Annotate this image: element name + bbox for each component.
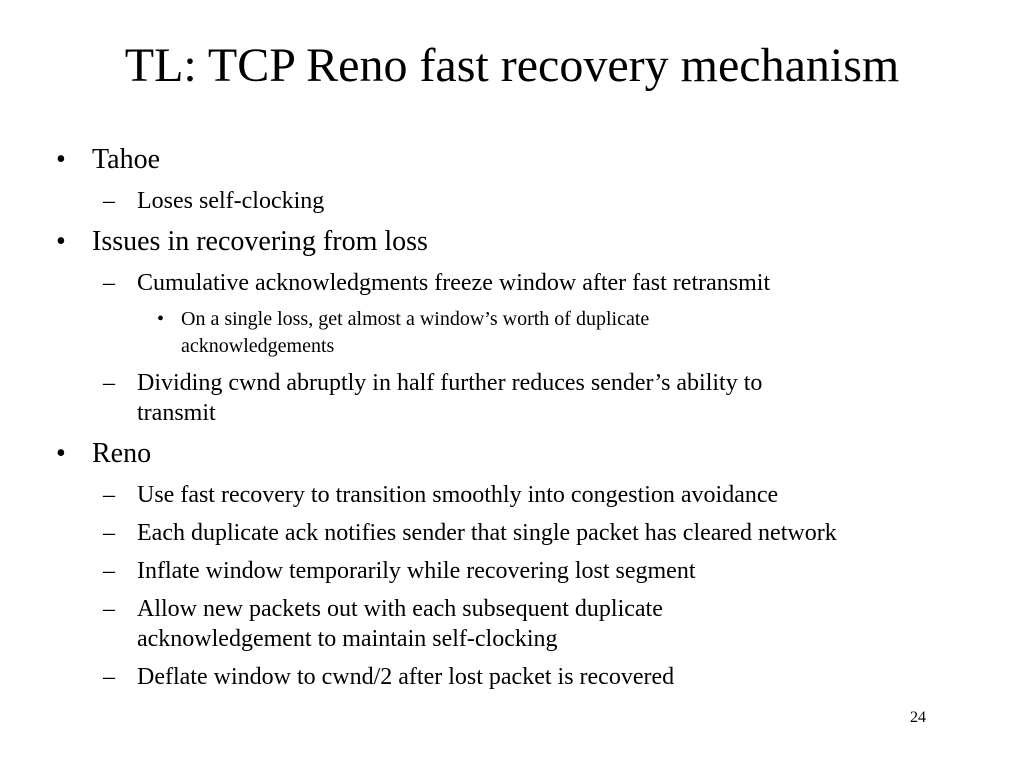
sub-sub-bullet-item xyxy=(157,306,650,332)
bullet-text: Issues in recovering from loss xyxy=(92,226,428,257)
sub-bullet-continuation xyxy=(137,398,216,428)
sub-bullet-text: Deflate window to cwnd/2 after lost packet is recovered xyxy=(137,664,675,690)
bullet-text: Reno xyxy=(92,438,152,469)
bullet-text: Tahoe xyxy=(92,144,161,175)
sub-bullet-text: acknowledgement to maintain self-clocking xyxy=(137,626,558,652)
sub-bullet-item xyxy=(103,368,763,398)
sub-bullet-item xyxy=(103,662,675,692)
bullet-item-tahoe xyxy=(56,144,161,176)
dash-marker: – xyxy=(103,188,115,214)
bullet-marker: • xyxy=(56,144,66,175)
sub-sub-bullet-text: acknowledgements xyxy=(181,335,335,357)
sub-sub-bullet-continuation xyxy=(181,333,334,359)
sub-bullet-text: Each duplicate ack notifies sender that single packet has cleared network xyxy=(137,520,837,546)
slide-title: TL: TCP Reno fast recovery mechanism xyxy=(124,39,900,92)
sub-bullet-item xyxy=(103,186,325,216)
dash-marker: – xyxy=(103,482,115,508)
sub-bullet-item xyxy=(103,268,771,298)
bullet-marker: • xyxy=(56,438,66,469)
bullet-marker: • xyxy=(157,308,165,330)
sub-bullet-text: Inflate window temporarily while recovering lost segment xyxy=(137,558,696,584)
sub-bullet-item xyxy=(103,594,663,624)
dash-marker: – xyxy=(103,664,115,690)
sub-bullet-text: Loses self-clocking xyxy=(137,188,325,214)
bullet-marker: • xyxy=(56,226,66,257)
dash-marker: – xyxy=(103,270,115,296)
dash-marker: – xyxy=(103,370,115,396)
sub-bullet-item xyxy=(103,556,696,586)
sub-bullet-text: Use fast recovery to transition smoothly into congestion avoidance xyxy=(137,482,779,508)
sub-bullet-continuation xyxy=(137,624,558,654)
bullet-item-reno xyxy=(56,438,152,470)
dash-marker: – xyxy=(103,520,115,546)
bullet-item-issues xyxy=(56,226,428,258)
sub-sub-bullet-text: On a single loss, get almost a window’s worth of duplicate xyxy=(181,308,650,330)
sub-bullet-item xyxy=(103,480,779,510)
sub-bullet-text: Dividing cwnd abruptly in half further reduces sender’s ability to xyxy=(137,370,763,396)
page-number: 24 xyxy=(910,709,926,726)
dash-marker: – xyxy=(103,596,115,622)
sub-bullet-text: Allow new packets out with each subsequent duplicate xyxy=(137,596,663,622)
sub-bullet-item xyxy=(103,518,837,548)
dash-marker: – xyxy=(103,558,115,584)
sub-bullet-text: Cumulative acknowledgments freeze window after fast retransmit xyxy=(137,270,771,296)
sub-bullet-text: transmit xyxy=(137,400,216,426)
